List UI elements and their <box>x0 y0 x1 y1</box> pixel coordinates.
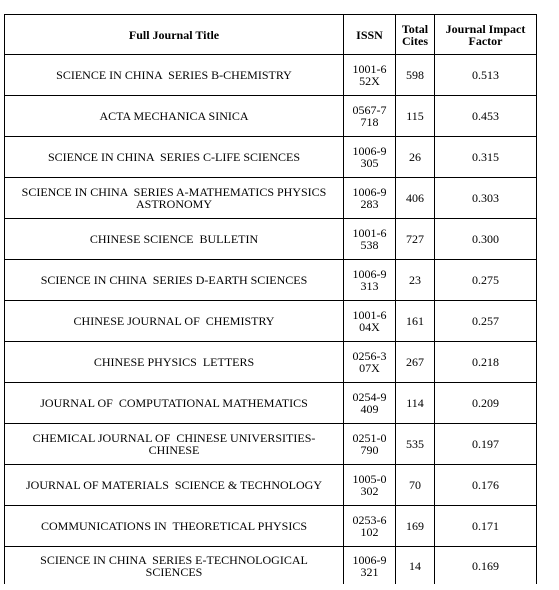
total-cites: 267 <box>396 342 435 383</box>
issn: 0253-6102 <box>352 513 387 539</box>
issn: 1006-9313 <box>352 267 387 293</box>
issn-cell <box>344 55 396 96</box>
journal-impact-factor: 0.275 <box>435 260 537 301</box>
issn-cell <box>344 137 396 178</box>
journal-title-cell <box>5 219 344 260</box>
journal-impact-factor: 0.315 <box>435 137 537 178</box>
journal-title: CHINESE PHYSICS LETTERS <box>93 355 255 369</box>
total-cites: 727 <box>396 219 435 260</box>
table-row <box>5 96 537 137</box>
total-cites: 14 <box>396 547 435 585</box>
journal-title-cell <box>5 96 344 137</box>
journal-title: CHINESE JOURNAL OF CHEMISTRY <box>73 314 275 328</box>
journal-table <box>4 14 537 584</box>
journal-title: CHINESE SCIENCE BULLETIN <box>89 232 259 246</box>
issn-cell <box>344 342 396 383</box>
journal-impact-factor: 0.171 <box>435 506 537 547</box>
journal-impact-factor: 0.300 <box>435 219 537 260</box>
issn-cell <box>344 96 396 137</box>
journal-impact-factor: 0.209 <box>435 383 537 424</box>
journal-title: SCIENCE IN CHINA SERIES C-LIFE SCIENCES <box>47 150 301 164</box>
table-row <box>5 383 537 424</box>
issn-cell <box>344 465 396 506</box>
journal-title-cell <box>5 506 344 547</box>
journal-title-cell <box>5 383 344 424</box>
issn-cell <box>344 219 396 260</box>
journal-title-cell <box>5 424 344 465</box>
table-row <box>5 219 537 260</box>
journal-title: SCIENCE IN CHINA SERIES E-TECHNOLOGICAL SCIENCES <box>40 552 311 579</box>
issn-cell <box>344 301 396 342</box>
journal-title: SCIENCE IN CHINA SERIES B-CHEMISTRY <box>56 68 292 82</box>
issn-cell <box>344 506 396 547</box>
journal-impact-factor: 0.176 <box>435 465 537 506</box>
journal-title-cell <box>5 55 344 96</box>
issn: 0567-7718 <box>352 103 387 129</box>
table-row <box>5 55 537 96</box>
journal-title: SCIENCE IN CHINA SERIES D-EARTH SCIENCES <box>40 273 308 287</box>
issn: 0251-0790 <box>352 431 387 457</box>
issn-cell <box>344 178 396 219</box>
issn: 1006-9305 <box>352 144 387 170</box>
total-cites: 114 <box>396 383 435 424</box>
journal-impact-factor: 0.453 <box>435 96 537 137</box>
issn: 1001-652X <box>352 62 387 88</box>
issn-cell <box>344 383 396 424</box>
table-row <box>5 260 537 301</box>
issn-cell <box>344 547 396 585</box>
issn: 0254-9409 <box>352 390 387 416</box>
journal-title-cell <box>5 260 344 301</box>
journal-title-cell <box>5 301 344 342</box>
journal-title: ACTA MECHANICA SINICA <box>99 109 249 123</box>
table-row <box>5 547 537 585</box>
issn: 1001-604X <box>352 308 387 334</box>
table-row <box>5 465 537 506</box>
table-row <box>5 424 537 465</box>
issn: 1006-9283 <box>352 185 387 211</box>
journal-impact-factor: 0.218 <box>435 342 537 383</box>
table-row <box>5 342 537 383</box>
total-cites: 598 <box>396 55 435 96</box>
table-row <box>5 506 537 547</box>
journal-impact-factor: 0.257 <box>435 301 537 342</box>
journal-title-cell <box>5 547 344 585</box>
table-row <box>5 178 537 219</box>
journal-impact-factor: 0.169 <box>435 547 537 585</box>
total-cites: 23 <box>396 260 435 301</box>
header-full-journal-title: Full Journal Title <box>5 15 344 55</box>
issn: 1005-0302 <box>352 472 387 498</box>
total-cites: 169 <box>396 506 435 547</box>
total-cites: 26 <box>396 137 435 178</box>
issn: 1001-6538 <box>352 226 387 252</box>
journal-title: COMMUNICATIONS IN THEORETICAL PHYSICS <box>40 519 307 533</box>
total-cites: 406 <box>396 178 435 219</box>
journal-title-cell <box>5 465 344 506</box>
journal-title-cell <box>5 342 344 383</box>
header-journal-impact-factor: Journal Impact Factor <box>435 15 537 55</box>
total-cites: 535 <box>396 424 435 465</box>
issn: 1006-9321 <box>352 552 387 579</box>
journal-impact-factor: 0.197 <box>435 424 537 465</box>
total-cites: 115 <box>396 96 435 137</box>
header-row <box>5 15 537 55</box>
issn-cell <box>344 424 396 465</box>
total-cites: 161 <box>396 301 435 342</box>
total-cites: 70 <box>396 465 435 506</box>
issn: 0256-307X <box>352 349 387 375</box>
header-issn: ISSN <box>344 15 396 55</box>
journal-impact-factor: 0.513 <box>435 55 537 96</box>
header-total-cites: Total Cites <box>396 15 435 55</box>
journal-title: JOURNAL OF COMPUTATIONAL MATHEMATICS <box>40 396 308 410</box>
table-row <box>5 301 537 342</box>
issn-cell <box>344 260 396 301</box>
journal-impact-factor: 0.303 <box>435 178 537 219</box>
table-row <box>5 137 537 178</box>
journal-title-cell <box>5 137 344 178</box>
journal-title: SCIENCE IN CHINA SERIES A-MATHEMATICS PHYSICS ASTRONOMY <box>21 185 329 211</box>
journal-title: CHEMICAL JOURNAL OF CHINESE UNIVERSITIES-CHINESE <box>32 431 316 457</box>
journal-title-cell <box>5 178 344 219</box>
journal-title: JOURNAL OF MATERIALS SCIENCE & TECHNOLOGY <box>25 478 322 492</box>
